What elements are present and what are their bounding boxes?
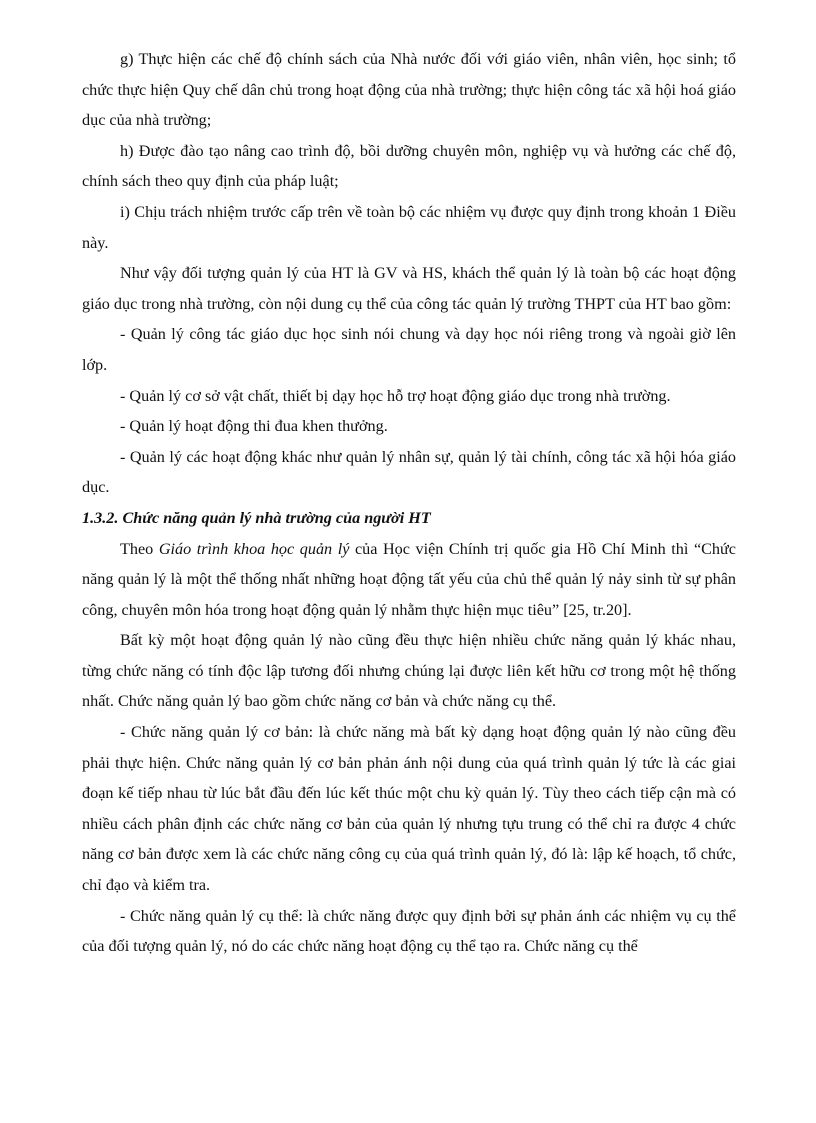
- definition-rest: của Học viện Chính trị quốc gia Hồ Chí Minh thì “Chức năng quản lý là một thể thống nhất những hoạt động tất yếu của chủ thể quản lý nảy sinh từ sự phân công, chuyên môn hóa trong hoạt động quản lý nhằm thực hiện mục tiêu” [25, tr.20].: [82, 539, 736, 619]
- paragraph-specific-functions: - Chức năng quản lý cụ thể: là chức năng được quy định bởi sự phản ánh các nhiệm vụ cụ thể của đối tượng quản lý, nó do các chức năng hoạt động cụ thể tạo ra. Chức năng cụ thể: [82, 906, 736, 956]
- paragraph-basic-functions: - Chức năng quản lý cơ bản: là chức năng mà bất kỳ dạng hoạt động quản lý nào cũng đều phải thực hiện. Chức năng quản lý cơ bản phản ánh nội dung của quá trình quản lý tức là các giai đoạn kế tiếp nhau từ lúc bắt đầu đến lúc kết thúc một chu kỳ quản lý. Tùy theo cách tiếp cận mà có nhiều cách phân định các chức năng cơ bản của quản lý nhưng tựu trung có thể chỉ ra được 4 chức năng cơ bản được xem là các chức năng công cụ của quá trình quản lý, đó là: lập kế hoạch, tổ chức, chỉ đạo và kiểm tra.: [82, 723, 736, 895]
- paragraph-policy-implementation: g) Thực hiện các chế độ chính sách của Nhà nước đối với giáo viên, nhân viên, học sinh; tổ chức thực hiện Quy chế dân chủ trong hoạt động của nhà trường; thực hiện công tác xã hội hoá giáo dục của nhà trường;: [82, 50, 736, 130]
- paragraph-responsibility: i) Chịu trách nhiệm trước cấp trên về toàn bộ các nhiệm vụ được quy định trong khoản 1 Điều này.: [82, 202, 736, 252]
- document-page: [82, 44, 736, 962]
- paragraph-training: h) Được đào tạo nâng cao trình độ, bồi dưỡng chuyên môn, nghiệp vụ và hưởng các chế độ, chính sách theo quy định của pháp luật;: [82, 141, 736, 191]
- list-item-other-management: - Quản lý các hoạt động khác như quản lý nhân sự, quản lý tài chính, công tác xã hội hóa giáo dục.: [82, 447, 736, 497]
- list-item-facilities-management: - Quản lý cơ sở vật chất, thiết bị dạy học hỗ trợ hoạt động giáo dục trong nhà trường.: [120, 386, 671, 405]
- section-heading: 1.3.2. Chức năng quản lý nhà trường của người HT: [82, 508, 431, 527]
- paragraph-functions-overview: Bất kỳ một hoạt động quản lý nào cũng đều thực hiện nhiều chức năng quản lý khác nhau, từng chức năng có tính độc lập tương đối nhưng chúng lại được liên kết hữu cơ trong một hệ thống nhất. Chức năng quản lý bao gồm chức năng cơ bản và chức năng cụ thể.: [82, 631, 736, 711]
- paragraph-management-objects: Như vậy đối tượng quản lý của HT là GV và HS, khách thể quản lý là toàn bộ các hoạt động giáo dục trong nhà trường, còn nội dung cụ thể của công tác quản lý trường THPT của HT bao gồm:: [82, 264, 736, 313]
- book-title: Giáo trình khoa học quản lý: [158, 539, 350, 558]
- list-item-education-management: - Quản lý công tác giáo dục học sinh nói chung và dạy học nói riêng trong và ngoài giờ lên lớp.: [82, 325, 736, 374]
- definition-intro: Theo: [120, 539, 159, 558]
- list-item-emulation-management: - Quản lý hoạt động thi đua khen thưởng.: [120, 417, 388, 436]
- paragraph-definition: [82, 534, 736, 626]
